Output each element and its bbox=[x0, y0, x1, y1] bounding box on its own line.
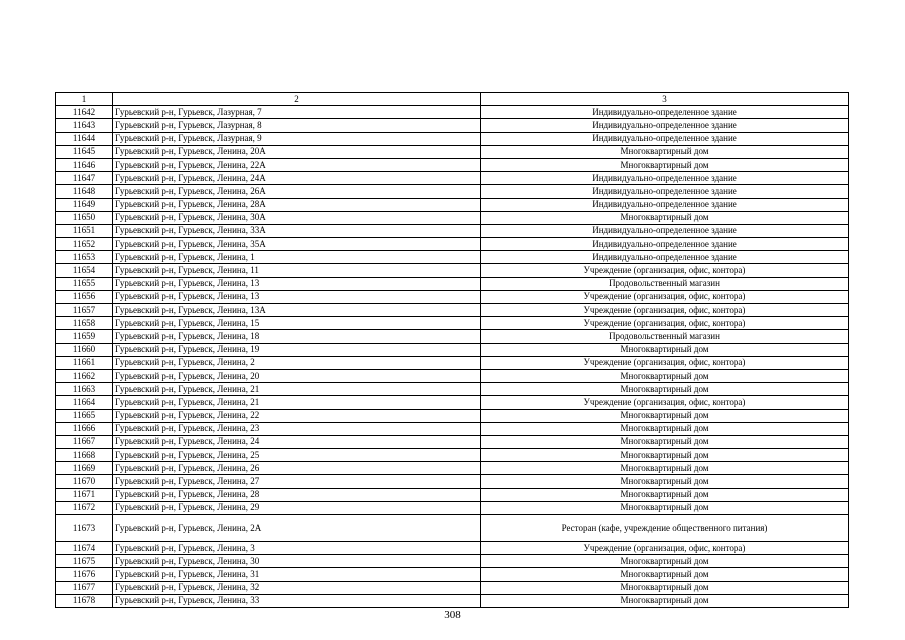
table-row bbox=[56, 198, 849, 211]
header-row bbox=[56, 93, 849, 106]
table-row bbox=[56, 172, 849, 185]
object-type-cell: Многоквартирный дом bbox=[481, 581, 849, 594]
table-row bbox=[56, 369, 849, 382]
row-number-cell: 11645 bbox=[56, 145, 113, 158]
object-type-cell: Многоквартирный дом bbox=[481, 422, 849, 435]
table-row bbox=[56, 145, 849, 158]
table-row bbox=[56, 132, 849, 145]
object-type-cell: Многоквартирный дом bbox=[481, 369, 849, 382]
address-cell: Гурьевский р-н, Гурьевск, Ленина, 2 bbox=[113, 356, 481, 369]
table-row bbox=[56, 409, 849, 422]
object-type-cell: Учреждение (организация, офис, контора) bbox=[481, 304, 849, 317]
address-cell: Гурьевский р-н, Гурьевск, Ленина, 27 bbox=[113, 475, 481, 488]
address-cell: Гурьевский р-н, Гурьевск, Ленина, 1 bbox=[113, 251, 481, 264]
address-cell: Гурьевский р-н, Гурьевск, Ленина, 11 bbox=[113, 264, 481, 277]
object-type-cell: Многоквартирный дом bbox=[481, 488, 849, 501]
object-type-cell: Многоквартирный дом bbox=[481, 555, 849, 568]
row-number-cell: 11661 bbox=[56, 356, 113, 369]
table-row bbox=[56, 488, 849, 501]
object-type-cell: Учреждение (организация, офис, контора) bbox=[481, 264, 849, 277]
address-cell: Гурьевский р-н, Гурьевск, Ленина, 21 bbox=[113, 383, 481, 396]
row-number-cell: 11655 bbox=[56, 277, 113, 290]
table-row bbox=[56, 277, 849, 290]
object-type-cell: Многоквартирный дом bbox=[481, 568, 849, 581]
table-body bbox=[56, 93, 849, 608]
row-number-cell: 11660 bbox=[56, 343, 113, 356]
table-row bbox=[56, 224, 849, 237]
row-number-cell: 11657 bbox=[56, 304, 113, 317]
address-cell: Гурьевский р-н, Гурьевск, Ленина, 21 bbox=[113, 396, 481, 409]
object-type-cell: Многоквартирный дом bbox=[481, 501, 849, 514]
table-row bbox=[56, 251, 849, 264]
object-type-cell: Индивидуально-определенное здание bbox=[481, 185, 849, 198]
address-cell: Гурьевский р-н, Гурьевск, Ленина, 25 bbox=[113, 449, 481, 462]
address-cell: Гурьевский р-н, Гурьевск, Ленина, 28 bbox=[113, 488, 481, 501]
address-cell: Гурьевский р-н, Гурьевск, Ленина, 2А bbox=[113, 515, 481, 542]
table-row bbox=[56, 568, 849, 581]
address-cell: Гурьевский р-н, Гурьевск, Ленина, 20А bbox=[113, 145, 481, 158]
row-number-cell: 11644 bbox=[56, 132, 113, 145]
address-cell: Гурьевский р-н, Гурьевск, Ленина, 29 bbox=[113, 501, 481, 514]
row-number-cell: 11651 bbox=[56, 224, 113, 237]
table-row bbox=[56, 594, 849, 607]
address-cell: Гурьевский р-н, Гурьевск, Ленина, 13А bbox=[113, 304, 481, 317]
address-cell: Гурьевский р-н, Гурьевск, Ленина, 15 bbox=[113, 317, 481, 330]
object-type-cell: Индивидуально-определенное здание bbox=[481, 106, 849, 119]
table-row bbox=[56, 330, 849, 343]
address-cell: Гурьевский р-н, Гурьевск, Ленина, 24А bbox=[113, 172, 481, 185]
row-number-cell: 11652 bbox=[56, 238, 113, 251]
address-cell: Гурьевский р-н, Гурьевск, Ленина, 32 bbox=[113, 581, 481, 594]
row-number-cell: 11642 bbox=[56, 106, 113, 119]
object-type-cell: Индивидуально-определенное здание bbox=[481, 251, 849, 264]
row-number-cell: 11667 bbox=[56, 435, 113, 448]
object-type-cell: Учреждение (организация, офис, контора) bbox=[481, 356, 849, 369]
address-cell: Гурьевский р-н, Гурьевск, Ленина, 26 bbox=[113, 462, 481, 475]
address-cell: Гурьевский р-н, Гурьевск, Лазурная, 8 bbox=[113, 119, 481, 132]
address-cell: Гурьевский р-н, Гурьевск, Ленина, 20 bbox=[113, 369, 481, 382]
table-row bbox=[56, 264, 849, 277]
address-cell: Гурьевский р-н, Гурьевск, Ленина, 33 bbox=[113, 594, 481, 607]
row-number-cell: 11668 bbox=[56, 449, 113, 462]
address-cell: Гурьевский р-н, Гурьевск, Ленина, 28А bbox=[113, 198, 481, 211]
row-number-cell: 11669 bbox=[56, 462, 113, 475]
object-type-cell: Учреждение (организация, офис, контора) bbox=[481, 396, 849, 409]
row-number-cell: 11671 bbox=[56, 488, 113, 501]
object-type-cell: Индивидуально-определенное здание bbox=[481, 198, 849, 211]
table-row bbox=[56, 462, 849, 475]
row-number-cell: 11677 bbox=[56, 581, 113, 594]
row-number-cell: 11678 bbox=[56, 594, 113, 607]
page-number: 308 bbox=[444, 609, 461, 621]
address-cell: Гурьевский р-н, Гурьевск, Ленина, 23 bbox=[113, 422, 481, 435]
table-row bbox=[56, 304, 849, 317]
object-type-cell: Учреждение (организация, офис, контора) bbox=[481, 290, 849, 303]
address-cell: Гурьевский р-н, Гурьевск, Лазурная, 9 bbox=[113, 132, 481, 145]
table-row bbox=[56, 290, 849, 303]
table-row bbox=[56, 317, 849, 330]
object-type-cell: Ресторан (кафе, учреждение общественного питания) bbox=[481, 515, 849, 542]
object-type-cell: Индивидуально-определенное здание bbox=[481, 132, 849, 145]
table-row bbox=[56, 211, 849, 224]
row-number-cell: 11653 bbox=[56, 251, 113, 264]
row-number-cell: 11662 bbox=[56, 369, 113, 382]
row-number-cell: 11676 bbox=[56, 568, 113, 581]
object-type-cell: Многоквартирный дом bbox=[481, 343, 849, 356]
row-number-cell: 11649 bbox=[56, 198, 113, 211]
table-row bbox=[56, 542, 849, 555]
address-cell: Гурьевский р-н, Гурьевск, Ленина, 13 bbox=[113, 290, 481, 303]
row-number-cell: 11663 bbox=[56, 383, 113, 396]
row-number-cell: 11656 bbox=[56, 290, 113, 303]
table-row bbox=[56, 515, 849, 542]
row-number-cell: 11643 bbox=[56, 119, 113, 132]
row-number-cell: 11664 bbox=[56, 396, 113, 409]
object-type-cell: Учреждение (организация, офис, контора) bbox=[481, 542, 849, 555]
object-type-cell: Многоквартирный дом bbox=[481, 475, 849, 488]
object-type-cell: Продовольственный магазин bbox=[481, 277, 849, 290]
row-number-cell: 11650 bbox=[56, 211, 113, 224]
object-type-cell: Продовольственный магазин bbox=[481, 330, 849, 343]
address-cell: Гурьевский р-н, Гурьевск, Ленина, 33А bbox=[113, 224, 481, 237]
row-number-cell: 11673 bbox=[56, 515, 113, 542]
object-type-cell: Многоквартирный дом bbox=[481, 462, 849, 475]
table-row bbox=[56, 501, 849, 514]
object-type-cell: Многоквартирный дом bbox=[481, 409, 849, 422]
object-type-cell: Учреждение (организация, офис, контора) bbox=[481, 317, 849, 330]
address-cell: Гурьевский р-н, Гурьевск, Ленина, 19 bbox=[113, 343, 481, 356]
header-cell-3: 3 bbox=[481, 93, 849, 106]
row-number-cell: 11665 bbox=[56, 409, 113, 422]
row-number-cell: 11654 bbox=[56, 264, 113, 277]
address-cell: Гурьевский р-н, Гурьевск, Ленина, 30А bbox=[113, 211, 481, 224]
table-row bbox=[56, 581, 849, 594]
object-type-cell: Многоквартирный дом bbox=[481, 383, 849, 396]
object-type-cell: Индивидуально-определенное здание bbox=[481, 224, 849, 237]
row-number-cell: 11647 bbox=[56, 172, 113, 185]
table-row bbox=[56, 119, 849, 132]
table-row bbox=[56, 435, 849, 448]
address-cell: Гурьевский р-н, Гурьевск, Ленина, 31 bbox=[113, 568, 481, 581]
address-cell: Гурьевский р-н, Гурьевск, Лазурная, 7 bbox=[113, 106, 481, 119]
row-number-cell: 11666 bbox=[56, 422, 113, 435]
table-row bbox=[56, 106, 849, 119]
table-row bbox=[56, 238, 849, 251]
table-row bbox=[56, 383, 849, 396]
object-type-cell: Многоквартирный дом bbox=[481, 594, 849, 607]
row-number-cell: 11675 bbox=[56, 555, 113, 568]
address-cell: Гурьевский р-н, Гурьевск, Ленина, 22А bbox=[113, 158, 481, 171]
table-row bbox=[56, 396, 849, 409]
table-row bbox=[56, 356, 849, 369]
table-row bbox=[56, 343, 849, 356]
header-cell-1: 1 bbox=[56, 93, 113, 106]
object-type-cell: Индивидуально-определенное здание bbox=[481, 238, 849, 251]
table-row bbox=[56, 185, 849, 198]
address-cell: Гурьевский р-н, Гурьевск, Ленина, 35А bbox=[113, 238, 481, 251]
row-number-cell: 11646 bbox=[56, 158, 113, 171]
table-row bbox=[56, 449, 849, 462]
row-number-cell: 11670 bbox=[56, 475, 113, 488]
address-cell: Гурьевский р-н, Гурьевск, Ленина, 18 bbox=[113, 330, 481, 343]
row-number-cell: 11648 bbox=[56, 185, 113, 198]
object-type-cell: Многоквартирный дом bbox=[481, 449, 849, 462]
register-table bbox=[55, 92, 849, 608]
object-type-cell: Индивидуально-определенное здание bbox=[481, 119, 849, 132]
row-number-cell: 11672 bbox=[56, 501, 113, 514]
address-cell: Гурьевский р-н, Гурьевск, Ленина, 3 bbox=[113, 542, 481, 555]
table-row bbox=[56, 422, 849, 435]
address-cell: Гурьевский р-н, Гурьевск, Ленина, 13 bbox=[113, 277, 481, 290]
row-number-cell: 11674 bbox=[56, 542, 113, 555]
header-cell-2: 2 bbox=[113, 93, 481, 106]
row-number-cell: 11658 bbox=[56, 317, 113, 330]
object-type-cell: Многоквартирный дом bbox=[481, 145, 849, 158]
table-row bbox=[56, 475, 849, 488]
object-type-cell: Индивидуально-определенное здание bbox=[481, 172, 849, 185]
object-type-cell: Многоквартирный дом bbox=[481, 435, 849, 448]
address-cell: Гурьевский р-н, Гурьевск, Ленина, 22 bbox=[113, 409, 481, 422]
object-type-cell: Многоквартирный дом bbox=[481, 158, 849, 171]
row-number-cell: 11659 bbox=[56, 330, 113, 343]
table-row bbox=[56, 555, 849, 568]
address-cell: Гурьевский р-н, Гурьевск, Ленина, 26А bbox=[113, 185, 481, 198]
table-row bbox=[56, 158, 849, 171]
address-cell: Гурьевский р-н, Гурьевск, Ленина, 30 bbox=[113, 555, 481, 568]
object-type-cell: Многоквартирный дом bbox=[481, 211, 849, 224]
address-cell: Гурьевский р-н, Гурьевск, Ленина, 24 bbox=[113, 435, 481, 448]
